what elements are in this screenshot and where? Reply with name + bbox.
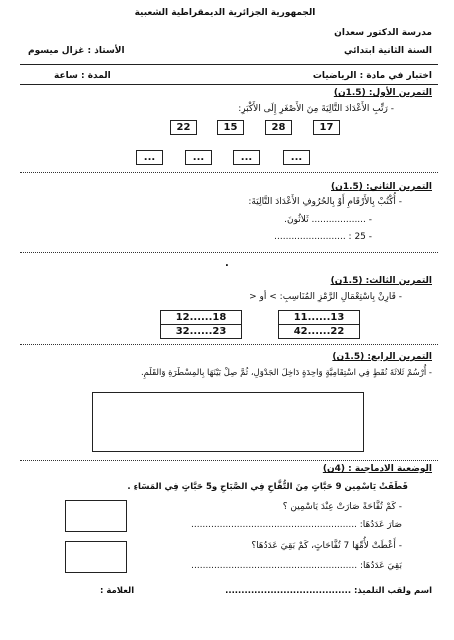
drawing-box[interactable] (92, 392, 364, 452)
student-name[interactable]: اسم ولقب التلميذ: ....................................... (225, 586, 432, 596)
exercise-4-instruction: - أُرْسُمْ ثَلاثَةَ نُقَطٍ فِي اسْتِقَامِيَّةٍ وَاحِدَةٍ دَاخِلَ الجَدْوَلِ، ثُمَّ صِلْ بَيْنَهَا بِالمِسْطَرَةِ وَالقَلَمِ. (140, 368, 432, 378)
question-1-answer[interactable]: صَارَ عَدَدُهَا: .......................................................... (190, 520, 402, 530)
compare-cell[interactable]: 12......18 (160, 310, 242, 325)
exercise-3-instruction: - قَارِنْ بِاسْتِعْمَالِ الرَّمْزِ المُنَاسِبِ: > أو < (249, 292, 402, 302)
exercise-3-title: التمرين الثالث: (1.5ن) (330, 276, 432, 286)
question-2: - أَعْطَتْ لأُمِّهَا 7 تُفَّاحَاتٍ، كَمْ بَقِيَ عَدَدُهَا؟ (251, 541, 402, 551)
compare-cell[interactable]: 42......22 (278, 324, 360, 339)
answer-box[interactable]: ... (185, 150, 212, 165)
question-1: - كَمْ تُفَّاحَةً صَارَتْ عِنْدَ يَاسْمِين ؟ (282, 502, 402, 512)
integration-title: الوضعية الادماجية : (4ن) (322, 464, 432, 474)
number-box: 22 (170, 120, 197, 135)
integration-problem: قَطَفَتْ يَاسْمِين 9 حَبَّاتٍ مِنَ التُّفَّاحِ فِي الصَّبَاحِ و5 حَبَّاتٍ فِي المَسَاءِ . (127, 482, 408, 492)
exercise-2-instruction: - أُكْتُبْ بِالأَرْقَامِ أَوْ بِالحُرُوفِ الأَعْدَادَ التَّالِيَةَ: (248, 197, 402, 207)
number-box: 15 (217, 120, 244, 135)
answer-box[interactable]: ... (283, 150, 310, 165)
section-divider (20, 252, 438, 253)
exercise-2-line-2[interactable]: - 25 : ......................... (274, 232, 372, 242)
teacher-name: الأستاذ : غزال ميسوم (28, 46, 125, 56)
compare-cell[interactable]: 11......13 (278, 310, 360, 325)
section-divider (20, 344, 438, 345)
exercise-1-title: التمرين الأول: (1.5ن) (333, 88, 432, 98)
answer-box[interactable]: ... (136, 150, 163, 165)
number-box: 17 (313, 120, 340, 135)
header-rule (20, 64, 438, 65)
exam-subject: اختبار في مادة : الرياضيات (312, 71, 432, 81)
question-2-answer[interactable]: بَقِيَ عَدَدُهَا: .......................................................... (191, 561, 402, 571)
section-divider (20, 460, 438, 461)
answer-box-2[interactable] (65, 541, 127, 573)
exercise-4-title: التمرين الرابع: (1.5ن) (332, 352, 432, 362)
answer-box[interactable]: ... (233, 150, 260, 165)
exam-duration: المدة : ساعة (54, 71, 111, 81)
exercise-2-line-1[interactable]: - ................... ثَلاثُونَ. (284, 215, 372, 225)
section-divider (20, 172, 438, 173)
republic-title: الجمهورية الجزائرية الديمقراطية الشعبية (134, 8, 316, 18)
school-name: مدرسة الدكتور سعدان (334, 28, 432, 38)
exercise-1-instruction: - رَتِّبِ الأَعْدَادَ التَّالِيَةَ مِنَ الأَصْغَرِ إِلَى الأَكْبَرِ: (238, 104, 394, 114)
exercise-2-title: التمرين الثاني: (1.5ن) (331, 182, 432, 192)
answer-box-1[interactable] (65, 500, 127, 532)
grade-level: السنة الثانية ابتدائي (344, 46, 432, 56)
number-box: 28 (265, 120, 292, 135)
grade-label: العلامة : (100, 586, 135, 596)
stray-dot: . (225, 258, 229, 269)
compare-cell[interactable]: 32......23 (160, 324, 242, 339)
header-rule-2 (20, 84, 438, 85)
